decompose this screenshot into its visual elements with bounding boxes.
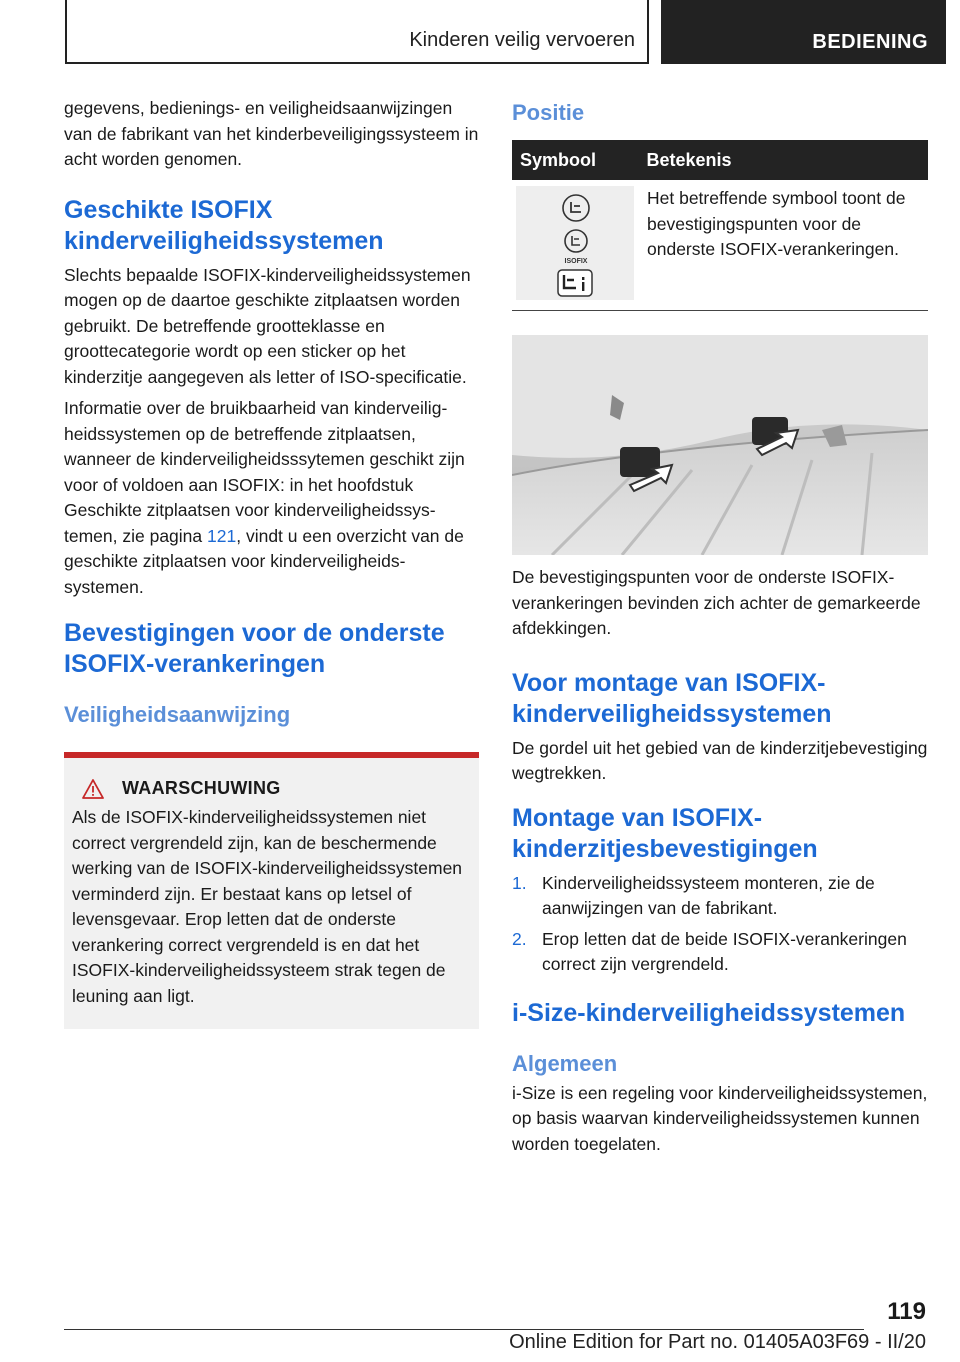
warning-header [72,778,471,799]
chapter-tab [65,0,649,64]
heading-isize: i-Size-kinderveiligheidssystemen [512,998,906,1027]
right-column [512,96,928,1163]
page-link-121[interactable]: 121 [207,525,237,546]
section-title: BEDIENING [812,31,928,53]
step-number: 2. [512,928,527,949]
heading-position: Positie [512,100,585,125]
table-row [512,180,928,311]
step-text: Erop letten dat de beide ISOFIX-verankeringen correct zijn vergrendeld. [542,928,907,974]
page-number: 119 [887,1298,926,1325]
paragraph-suitable-2-part-a: Informatie over de bruikbaarheid van kinderveiligheidssystemen op de betreffende zitplaatsen, wanneer de kinderveiligheidsssytemen geschikt zijn voor of voldoen aan ISOFIX: in het hoofdstuk Geschikte zitplaatsen voor kinderveiligheidssystemen, zie pagina [64,398,465,546]
step-text: Kinderveiligheidssysteem monteren, zie de aanwijzingen van de fabrikant. [542,872,875,918]
warning-title: WAARSCHUWING [122,778,281,798]
left-column [64,96,479,1029]
heading-suitable-isofix: Geschikte ISOFIX kinderveiligheidssystemen [64,195,384,255]
chapter-title: Kinderen veilig vervoeren [409,29,635,51]
isofix-symbols [516,186,634,300]
paragraph-suitable-2 [64,396,479,600]
isofix-label: ISOFIX [564,258,588,265]
paragraph-suitable-2-part-b: , vindt u een overzicht van de geschikte zitplaatsen voor kinderveiligheidssystemen. [64,525,464,597]
footer-divider [64,1329,864,1330]
warning-text: Als de ISOFIX-kinderveiligheidssystemen niet correct vergrendeld zijn, kan de beschermende werking van de ISOFIX-kinderveiligheidssystemen verminderd zijn. Er bestaat kans op letsel of levensgevaar. Erop letten dat de onderste verankering correct vergrendeld is en dat het ISOFIX-kinderveiligheidssysteem strak tegen de leuning aan ligt. [72,807,463,1006]
symbol-table [512,140,928,311]
isofix-symbol-icon [516,186,634,300]
table-header-symbol: Symbool [512,140,639,180]
paragraph-suitable-1: Slechts bepaalde ISOFIX-kinderveiligheidssystemen mogen op de daartoe geschikte zitplaatsen worden gebruikt. De betreffende grootteklasse en groottecategorie wordt op een sticker op het kinderzitje aangegeven als letter of ISO-specificatie. [64,264,471,387]
paragraph-before-mounting: De gordel uit het gebied van de kinderzitjebevestiging wegtrekken. [512,737,928,783]
warning-triangle-icon [82,779,104,799]
paragraph-general: i-Size is een regeling voor kinderveiligheidssystemen, op basis waarvan kinderveiligheidssystemen kunnen worden toegelaten. [512,1082,928,1154]
warning-box [64,752,479,1029]
heading-before-mounting: Voor montage van ISOFIX-kinderveiligheidssystemen [512,668,832,728]
list-item [512,871,928,922]
section-tab [661,0,946,64]
footer-edition: Online Edition for Part no. 01405A03F69 - II/20 [509,1331,926,1353]
list-item [512,927,928,978]
intro-paragraph: gegevens, bedienings- en veiligheidsaanwijzingen van de fabrikant van het kinderbeveiligingssysteem in acht worden genomen. [64,98,479,169]
mounting-steps [512,871,928,978]
step-number: 1. [512,872,527,893]
heading-general: Algemeen [512,1050,618,1076]
heading-mounting: Montage van ISOFIX-kinderzitjesbevestigingen [512,803,818,863]
isofix-anchor-photo [512,335,928,555]
meaning-cell: Het betreffende symbool toont de bevestigingspunten voor de onderste ISOFIX-verankeringen. [639,180,929,311]
photo-caption: De bevestigingspunten voor de onderste ISOFIX-verankeringen bevinden zich achter de gemarkeerde afdekkingen. [512,567,921,638]
heading-safety-note: Veiligheidsaanwijzing [64,702,291,727]
table-header-meaning: Betekenis [639,140,929,180]
symbol-cell [512,180,639,311]
heading-fastening: Bevestigingen voor de onderste ISOFIX-verankeringen [64,619,445,678]
